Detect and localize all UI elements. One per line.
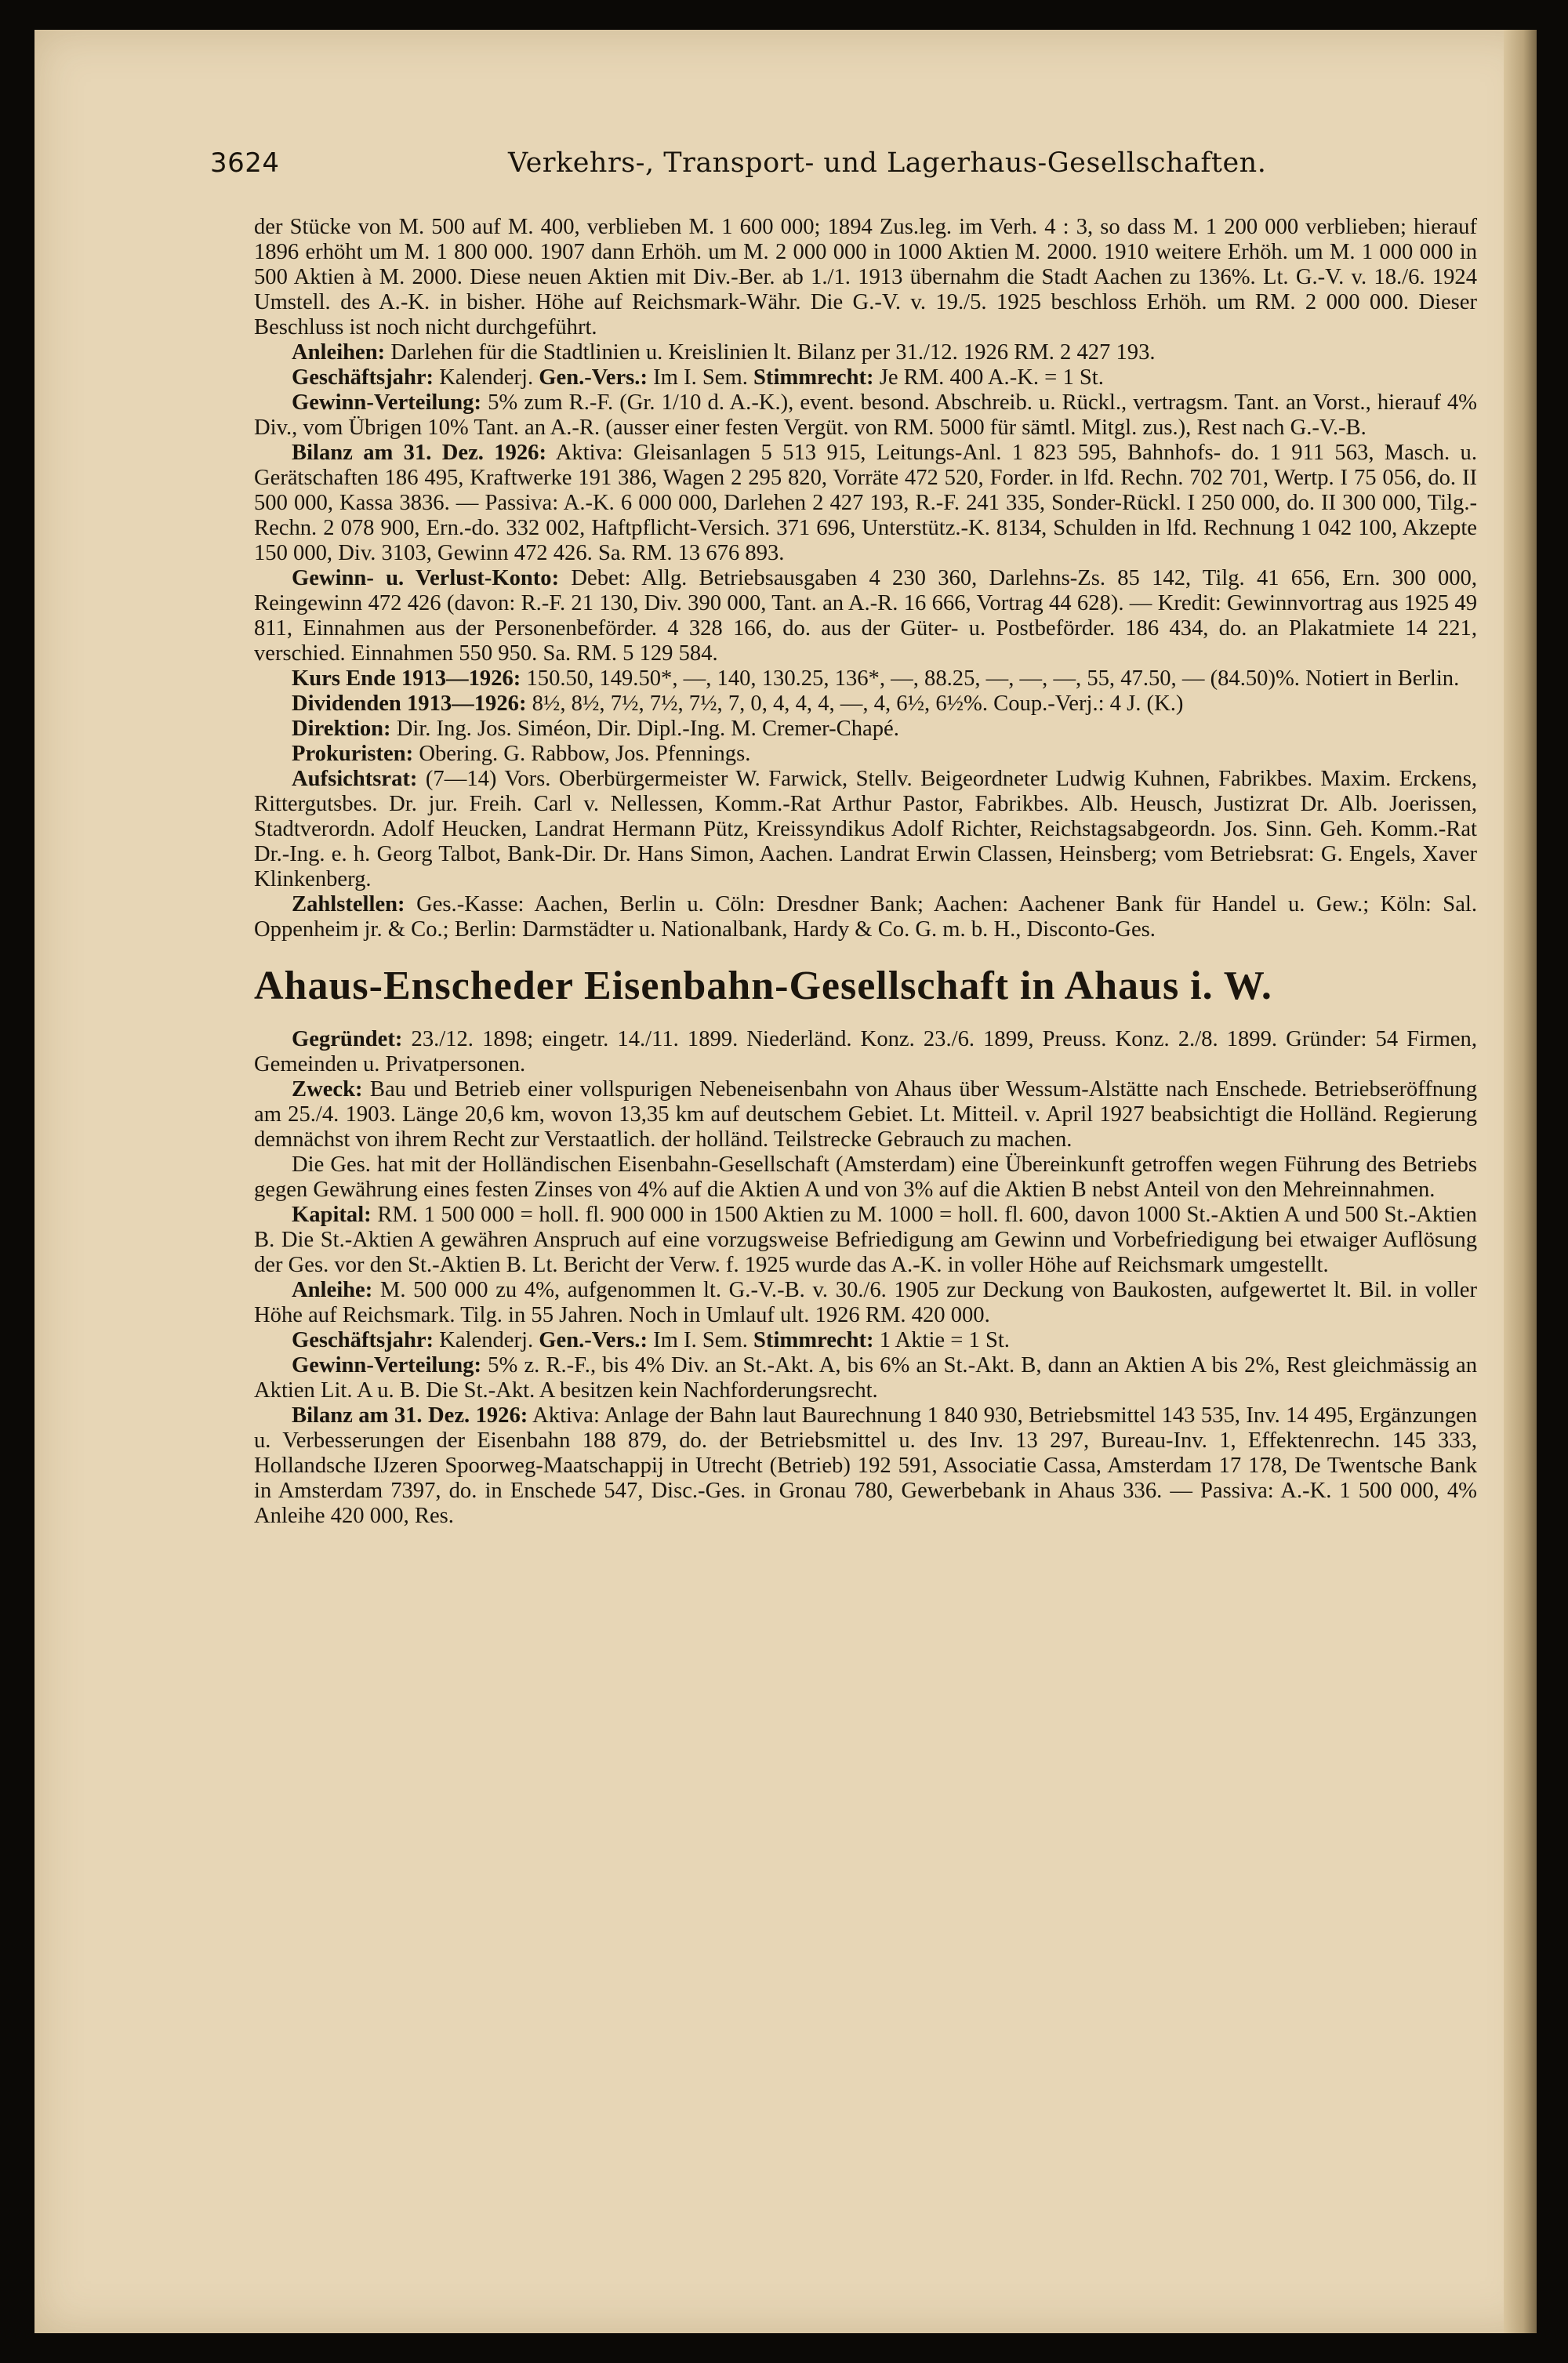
gegruendet-text: 23./12. 1898; eingetr. 14./11. 1899. Niederländ. Konz. 23./6. 1899, Preuss. Konz. 2./8. 1899. Gründer: 54 Firmen, Gemeinden u. Privatpersonen. bbox=[254, 1027, 1477, 1076]
kapital-text: RM. 1 500 000 = holl. fl. 900 000 in 1500 Aktien zu M. 1000 = holl. fl. 600, davon 1000 St.-Aktien A und 500 St.-Aktien B. Die St.-Aktien A gewähren Anspruch auf eine vorzugsweise Befriedigung am Gewinn und Vorbefriedigung bei etwaiger Auflösung der Ges. vor den St.-Aktien B. Lt. Bericht der Verw. f. 1925 wurde das A.-K. in voller Höhe auf Reichsmark umgestellt. bbox=[254, 1203, 1477, 1277]
book-page bbox=[34, 30, 1537, 2333]
intro-paragraph: der Stücke von M. 500 auf M. 400, verblieben M. 1 600 000; 1894 Zus.leg. im Verh. 4 : 3, so dass M. 1 200 000 verblieben; hierauf 1896 erhöht um M. 1 800 000. 1907 dann Erhöh. um M. 2 000 000 in 1000 Aktien M. 2000. 1910 weitere Erhöh. um M. 1 000 000 in 500 Aktien à M. 2000. Diese neuen Aktien mit Div.-Ber. ab 1./1. 1913 übernahm die Stadt Aachen zu 136%. Lt. G.-V. v. 18./6. 1924 Umstell. des A.-K. in bisher. Höhe auf Reichsmark-Währ. Die G.-V. v. 19./5. 1925 beschloss Erhöh. um RM. 2 000 000. Dieser Beschluss ist noch nicht durchgeführt. bbox=[254, 215, 1477, 339]
page-content bbox=[254, 215, 1477, 1529]
kurs-text: 150.50, 149.50*, —, 140, 130.25, 136*, —, 88.25, —, —, —, 55, 47.50, — (84.50)%. Notiert in Berlin. bbox=[526, 666, 1460, 691]
gewinnverteilung-label-b: Gewinn-Verteilung: bbox=[292, 1353, 481, 1378]
dividenden-text: 8½, 8½, 7½, 7½, 7½, 7, 0, 4, 4, 4, —, 4, 6½, 6½%. Coup.-Verj.: 4 J. (K.) bbox=[532, 691, 1184, 716]
stimmrecht-label: Stimmrecht: bbox=[753, 365, 874, 390]
bilanz-text-b: Aktiva: Anlage der Bahn laut Baurechnung 1 840 930, Betriebsmittel 143 535, Inv. 14 495, Ergänzungen u. Verbesserungen der Eisenbahn 188 879, do. der Betriebsmittel u. des Inv. 13 297, Bureau-Inv. 1, Effektenrechn. 145 333, Hollandsche IJzeren Spoorweg-Maatschappij in Utrecht (Betrieb) 192 591, Associatie Cassa, Amsterdam 17 178, De Twentsche Bank in Amsterdam 7397, do. in Enschede 547, Disc.-Ges. in Gronau 780, Gewerbebank in Ahaus 336. — Passiva: A.-K. 1 500 000, 4% Anleihe 420 000, Res. bbox=[254, 1403, 1477, 1528]
guv-text: Debet: Allg. Betriebsausgaben 4 230 360, Darlehns-Zs. 85 142, Tilg. 41 656, Ern. 300 000, Reingewinn 472 426 (davon: R.-F. 21 130, Div. 390 000, Tant. an A.-R. 16 666, Vortrag 44 628). — Kredit: Gewinnvortrag aus 1925 49 811, Einnahmen aus der Personenbeförder. 4 328 166, do. aus der Güter- u. Postbeförder. 186 434, do. an Plakatmiete 14 221, verschied. Einnahmen 550 950. Sa. RM. 5 129 584. bbox=[254, 566, 1477, 666]
page-header bbox=[210, 147, 1496, 187]
stimmrecht-text: Je RM. 400 A.-K. = 1 St. bbox=[879, 365, 1104, 390]
geschaeftsjahr-entry bbox=[254, 365, 1477, 390]
bilanz-label: Bilanz am 31. Dez. 1926: bbox=[292, 441, 546, 465]
guv-entry bbox=[254, 566, 1477, 666]
gegruendet-label: Gegründet: bbox=[292, 1027, 403, 1051]
bilanz-entry bbox=[254, 441, 1477, 566]
bilanz-text: Aktiva: Gleisanlagen 5 513 915, Leitungs-Anl. 1 823 595, Bahnhofs- do. 1 911 563, Masch. u. Gerätschaften 186 495, Kraftwerke 191 386, Wagen 2 295 820, Vorräte 472 520, Forder. in lfd. Rechn. 702 701, Wertp. I 75 056, do. II 500 000, Kassa 3836. — Passiva: A.-K. 6 000 000, Darlehen 2 427 193, R.-F. 241 335, Sonder-Rückl. I 250 000, do. II 300 000, Tilg.-Rechn. 2 078 900, Ern.-do. 332 002, Haftpflicht-Versich. 371 696, Unterstütz.-K. 8134, Schulden in lfd. Rechnung 1 042 100, Akzepte 150 000, Div. 3103, Gewinn 472 426. Sa. RM. 13 676 893. bbox=[254, 441, 1477, 565]
gewinnverteilung-entry bbox=[254, 390, 1477, 441]
zweck-entry bbox=[254, 1077, 1477, 1152]
gewinnverteilung-entry-b bbox=[254, 1353, 1477, 1403]
prokuristen-label: Prokuristen: bbox=[292, 742, 414, 766]
page-number: 3624 bbox=[210, 147, 280, 179]
geschaeftsjahr-label-b: Geschäftsjahr: bbox=[292, 1328, 434, 1352]
genvers-label: Gen.-Vers.: bbox=[539, 365, 648, 390]
anleihe-label: Anleihe: bbox=[292, 1278, 373, 1302]
stimmrecht-text-b: 1 Aktie = 1 St. bbox=[879, 1328, 1010, 1352]
zahlstellen-entry bbox=[254, 892, 1477, 942]
geschaeftsjahr-text-b: Kalenderj. bbox=[439, 1328, 534, 1352]
zweck-text: Bau und Betrieb einer vollspurigen Nebeneisenbahn von Ahaus über Wessum-Alstätte nach Enschede. Betriebseröffnung am 25./4. 1903. Länge 20,6 km, wovon 13,35 km auf deutschem Gebiet. Lt. Mitteil. v. April 1927 beabsichtigt die Holländ. Regierung demnächst von ihrem Recht zur Verstaatlich. der holländ. Teilstrecke Gebrauch zu machen. bbox=[254, 1077, 1477, 1152]
zahlstellen-label: Zahlstellen: bbox=[292, 892, 405, 917]
guv-label: Gewinn- u. Verlust-Konto: bbox=[292, 566, 560, 590]
aufsichtsrat-text: (7—14) Vors. Oberbürgermeister W. Farwick, Stellv. Beigeordneter Ludwig Kuhnen, Fabrikbes. Maxim. Erckens, Rittergutsbes. Dr. jur. Freih. Carl v. Nellessen, Komm.-Rat Arthur Pastor, Fabrikbes. Alb. Heusch, Justizrat Dr. Alb. Joerissen, Stadtverordn. Adolf Heucken, Landrat Hermann Pütz, Kreissyndikus Adolf Richter, Reichstagsabgeordn. Jos. Sinn. Geh. Komm.-Rat Dr.-Ing. e. h. Georg Talbot, Bank-Dir. Dr. Hans Simon, Aachen. Landrat Erwin Classen, Heinsberg; vom Betriebsrat: G. Engels, Xaver Klinkenberg. bbox=[254, 767, 1477, 891]
kapital-label: Kapital: bbox=[292, 1203, 372, 1227]
bilanz-label-b: Bilanz am 31. Dez. 1926: bbox=[292, 1403, 528, 1428]
geschaeftsjahr-entry-b bbox=[254, 1328, 1477, 1353]
zahlstellen-text: Ges.-Kasse: Aachen, Berlin u. Cöln: Dresdner Bank; Aachen: Aachener Bank für Handel u. Gew.; Köln: Sal. Oppenheim jr. & Co.; Berlin: Darmstädter u. Nationalbank, Hardy & Co. G. m. b. H., Disconto-Ges. bbox=[254, 892, 1477, 942]
anleihen-text: Darlehen für die Stadtlinien u. Kreislinien lt. Bilanz per 31./12. 1926 RM. 2 427 193. bbox=[390, 340, 1156, 365]
running-title: Verkehrs-, Transport- und Lagerhaus-Gesellschaften. bbox=[508, 147, 1267, 179]
gewinnverteilung-text-b: 5% z. R.-F., bis 4% Div. an St.-Akt. A, bis 6% an St.-Akt. B, dann an Aktien A bis 2%, Rest gleichmässig an Aktien Lit. A u. B. Die St.-Akt. A besitzen kein Nachforderungsrecht. bbox=[254, 1353, 1478, 1403]
zweck-label: Zweck: bbox=[292, 1077, 363, 1102]
kurs-entry bbox=[254, 666, 1477, 691]
anleihe-entry bbox=[254, 1278, 1477, 1328]
kurs-label: Kurs Ende 1913—1926: bbox=[292, 666, 521, 691]
anleihen-entry bbox=[254, 340, 1477, 365]
direktion-text: Dir. Ing. Jos. Siméon, Dir. Dipl.-Ing. M. Cremer-Chapé. bbox=[396, 717, 899, 741]
aufsichtsrat-entry bbox=[254, 767, 1477, 892]
gegruendet-entry bbox=[254, 1027, 1477, 1077]
company-title: Ahaus-Enscheder Eisenbahn-Gesellschaft in Ahaus i. W. bbox=[254, 964, 1272, 1008]
genvers-text: Im I. Sem. bbox=[653, 365, 748, 390]
geschaeftsjahr-text: Kalenderj. bbox=[439, 365, 534, 390]
page-binding-edge bbox=[1504, 30, 1537, 2333]
dividenden-label: Dividenden 1913—1926: bbox=[292, 691, 527, 716]
direktion-entry bbox=[254, 717, 1477, 742]
gewinnverteilung-label: Gewinn-Verteilung: bbox=[292, 390, 481, 415]
kapital-entry bbox=[254, 1203, 1477, 1278]
genvers-label-b: Gen.-Vers.: bbox=[539, 1328, 648, 1352]
geschaeftsjahr-label: Geschäftsjahr: bbox=[292, 365, 434, 390]
prokuristen-text: Obering. G. Rabbow, Jos. Pfennings. bbox=[419, 742, 751, 766]
dividenden-entry bbox=[254, 691, 1477, 717]
bilanz-entry-b bbox=[254, 1403, 1477, 1529]
direktion-label: Direktion: bbox=[292, 717, 391, 741]
gewinnverteilung-text: 5% zum R.-F. (Gr. 1/10 d. A.-K.), event. besond. Abschreib. u. Rückl., vertragsm. Tant. an Vorst., hierauf 4% Div., vom Übrigen 10% Tant. an A.-R. (ausser einer festen Vergüt. von RM. 5000 für sämtl. Mitgl. zus.), Rest nach G.-V.-B. bbox=[254, 390, 1477, 440]
prokuristen-entry bbox=[254, 742, 1477, 767]
zweck-paragraph-2: Die Ges. hat mit der Holländischen Eisenbahn-Gesellschaft (Amsterdam) eine Übereinkunft getroffen wegen Führung des Betriebs gegen Gewährung eines festen Zinses von 4% auf die Aktien A und von 3% auf die Aktien B nebst Anteil von den Mehreinnahmen. bbox=[254, 1152, 1477, 1202]
stimmrecht-label-b: Stimmrecht: bbox=[753, 1328, 874, 1352]
anleihe-text: M. 500 000 zu 4%, aufgenommen lt. G.-V.-B. v. 30./6. 1905 zur Deckung von Baukosten, aufgewertet lt. Bil. in voller Höhe auf Reichsmark. Tilg. in 55 Jahren. Noch in Umlauf ult. 1926 RM. 420 000. bbox=[254, 1278, 1477, 1327]
genvers-text-b: Im I. Sem. bbox=[653, 1328, 748, 1352]
aufsichtsrat-label: Aufsichtsrat: bbox=[292, 767, 418, 791]
anleihen-label: Anleihen: bbox=[292, 340, 386, 365]
